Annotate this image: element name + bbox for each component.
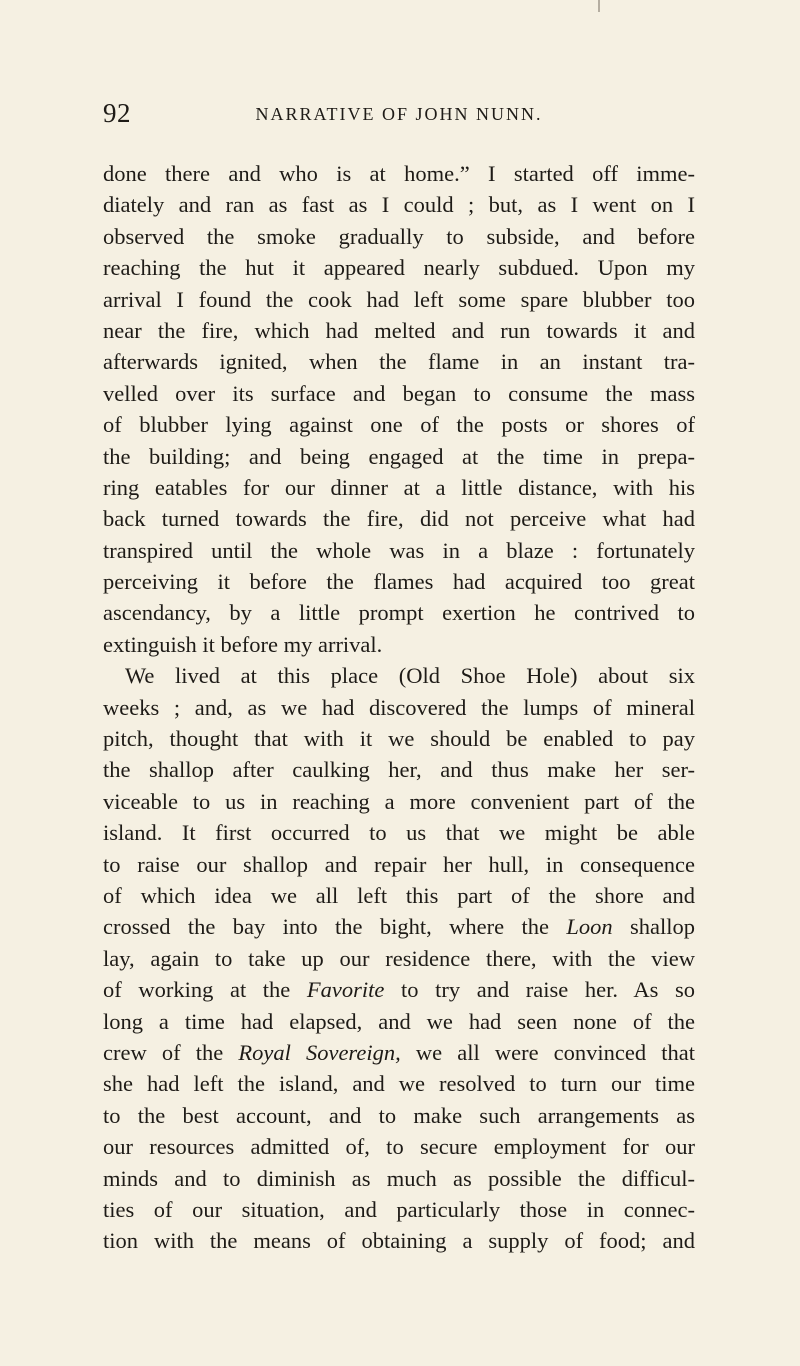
text-line: ring eatables for our dinner at a little distance, with his — [103, 474, 695, 500]
text-line: We lived at this place (Old Shoe Hole) about six — [125, 663, 695, 689]
ship-name-royal-sovereign: Royal Sovereign, — [238, 1039, 401, 1065]
text-line: to the best account, and to make such arrangements as — [103, 1102, 695, 1128]
body-text — [103, 158, 695, 1257]
text-line: tion with the means of obtaining a supply of food; and — [103, 1228, 695, 1254]
text-line: velled over its surface and began to consume the mass — [103, 380, 695, 406]
text-line: to raise our shallop and repair her hull, in consequence — [103, 851, 695, 877]
text-segment: to try and raise her. As so — [401, 977, 695, 1003]
text-line — [103, 1037, 695, 1068]
text-line: diately and ran as fast as I could ; but, as I went on I — [103, 192, 695, 218]
text-segment: crew of the — [103, 1039, 224, 1065]
text-line: back turned towards the fire, did not perceive what had — [103, 506, 695, 532]
text-segment: shallop — [630, 914, 696, 940]
text-line: the shallop after caulking her, and thus make her ser- — [103, 757, 695, 783]
text-line: minds and to diminish as much as possible the difficul- — [103, 1165, 695, 1191]
text-line: transpired until the whole was in a blaze : fortunately — [103, 537, 695, 563]
page-header — [103, 98, 695, 138]
running-head: NARRATIVE OF JOHN NUNN. — [255, 104, 543, 124]
text-line: near the fire, which had melted and run towards it and — [103, 317, 695, 343]
text-line: ties of our situation, and particularly those in connec- — [103, 1196, 695, 1222]
ship-name-favorite: Favorite — [306, 977, 385, 1003]
text-line: observed the smoke gradually to subside, and before — [103, 223, 695, 249]
text-line — [103, 911, 695, 942]
text-line: pitch, thought that with it we should be enabled to pay — [103, 726, 695, 752]
text-line: of which idea we all left this part of the shore and — [103, 882, 695, 908]
text-line — [103, 974, 695, 1005]
text-line: island. It first occurred to us that we might be able — [103, 820, 695, 846]
text-line: weeks ; and, as we had discovered the lumps of mineral — [103, 694, 695, 720]
text-line: ascendancy, by a little prompt exertion he contrived to — [103, 600, 695, 626]
text-line: extinguish it before my arrival. — [103, 631, 383, 657]
text-line: done there and who is at home.” I started off imme- — [103, 161, 695, 186]
page-number: 92 — [103, 98, 131, 128]
text-line: long a time had elapsed, and we had seen none of the — [103, 1008, 695, 1034]
text-line: she had left the island, and we resolved to turn our time — [103, 1071, 695, 1097]
text-line: our resources admitted of, to secure employment for our — [103, 1134, 695, 1160]
text-line: arrival I found the cook had left some spare blubber too — [103, 286, 695, 312]
text-line: of blubber lying against one of the posts or shores of — [103, 412, 695, 438]
text-segment: crossed the bay into the bight, where the — [103, 914, 549, 940]
ship-name-loon: Loon — [566, 914, 613, 940]
text-line: afterwards ignited, when the flame in an instant tra- — [103, 349, 695, 375]
text-line: viceable to us in reaching a more convenient part of the — [103, 788, 695, 814]
text-line: reaching the hut it appeared nearly subdued. Upon my — [103, 255, 695, 281]
text-segment: we all were convinced that — [415, 1039, 696, 1065]
paper-mark — [598, 0, 600, 12]
text-line: perceiving it before the flames had acquired too great — [103, 569, 695, 595]
text-segment: of working at the — [103, 977, 291, 1003]
text-line: lay, again to take up our residence there, with the view — [103, 945, 695, 971]
text-line: the building; and being engaged at the time in prepa- — [103, 443, 695, 469]
